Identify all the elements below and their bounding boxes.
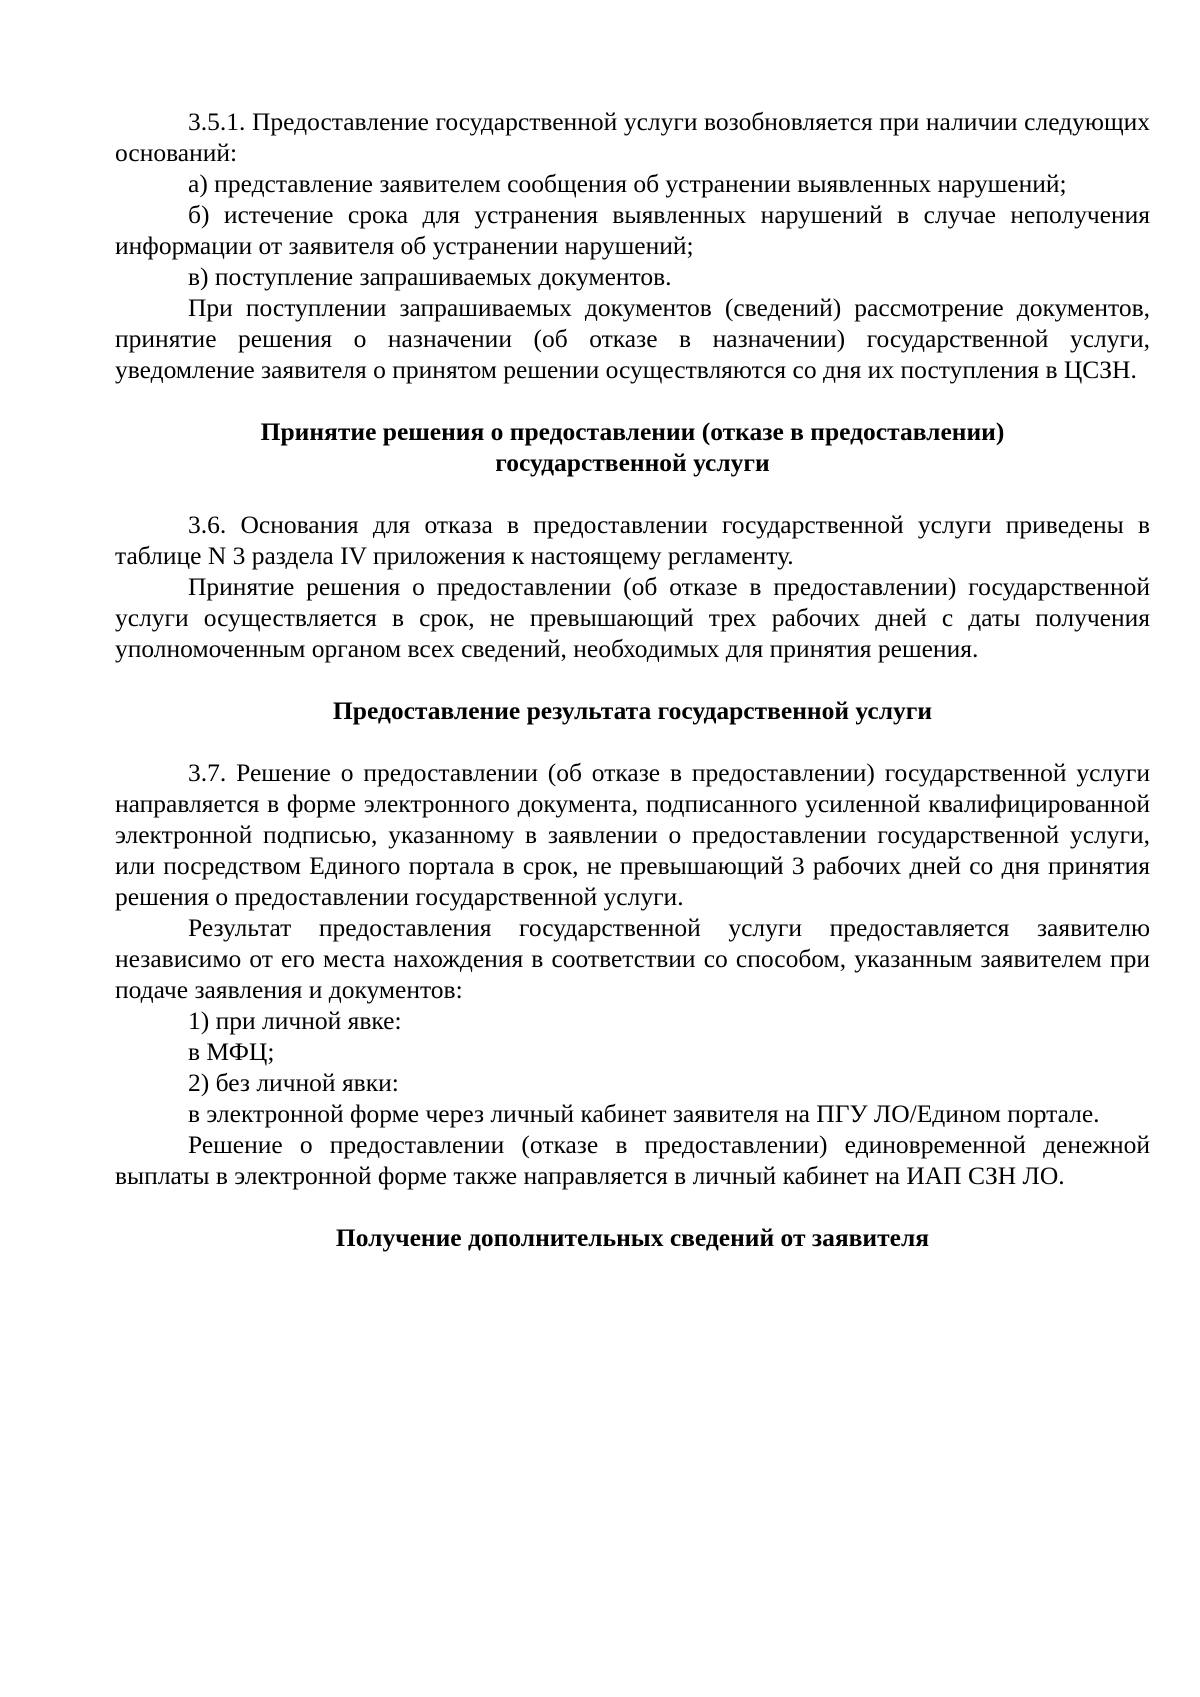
heading-line: государственной услуги <box>495 448 770 477</box>
paragraph-item-v: в) поступление запрашиваемых документов. <box>188 262 672 291</box>
spacer <box>115 726 1150 757</box>
section-heading-result <box>115 695 1150 726</box>
paragraph-3-7: 3.7. Решение о предоставлении (об отказе в предоставлении) государственной услуги направляется в форме электронного документа, подписанного усиленной квалифицированной электронной подписью, указанному в заявлении о предоставлении государственной услуги, или посредством Единого портала в срок, не превышающий 3 рабочих дней со дня принятия решения о предоставлении государственной услуги. <box>115 758 1150 911</box>
paragraph-option-1: 1) при личной явке: <box>188 1006 402 1035</box>
paragraph-3-5-1: 3.5.1. Предоставление государственной услуги возобновляется при наличии следующих оснований: <box>115 107 1150 167</box>
paragraph-3-6: 3.6. Основания для отказа в предоставлении государственной услуги приведены в таблице N 3 раздела IV приложения к настоящему регламенту. <box>115 510 1150 570</box>
heading-line: Принятие решения о предоставлении (отказе в предоставлении) <box>260 417 1005 446</box>
paragraph-item-a: а) представление заявителем сообщения об устранении выявленных нарушений; <box>188 169 1067 198</box>
paragraph-lump-sum-decision: Решение о предоставлении (отказе в предоставлении) единовременной денежной выплаты в электронной форме также направляется в личный кабинет на ИАП СЗН ЛО. <box>115 1130 1150 1190</box>
section-heading-additional-info <box>115 1222 1150 1253</box>
paragraph-electronic-form: в электронной форме через личный кабинет заявителя на ПГУ ЛО/Едином портале. <box>188 1099 1100 1128</box>
paragraph-decision-term: Принятие решения о предоставлении (об отказе в предоставлении) государственной услуги осуществляется в срок, не превышающий трех рабочих дней с даты получения уполномоченным органом всех сведений, необходимых для принятия решения. <box>115 572 1150 663</box>
spacer <box>115 1191 1150 1222</box>
paragraph-mfc: в МФЦ; <box>188 1037 275 1066</box>
paragraph-documents-received: При поступлении запрашиваемых документов (сведений) рассмотрение документов, принятие решения о назначении (об отказе в назначении) государственной услуги, уведомление заявителя о принятом решении осуществляются со дня их поступления в ЦСЗН. <box>115 293 1150 384</box>
heading-line: Получение дополнительных сведений от заявителя <box>335 1223 930 1252</box>
section-heading-decision <box>115 416 1150 478</box>
document-page <box>115 106 1150 1253</box>
spacer <box>115 385 1150 416</box>
spacer <box>115 478 1150 509</box>
spacer <box>115 664 1150 695</box>
paragraph-item-b: б) истечение срока для устранения выявленных нарушений в случае неполучения информации от заявителя об устранении нарушений; <box>115 200 1150 260</box>
paragraph-result-provision: Результат предоставления государственной услуги предоставляется заявителю независимо от его места нахождения в соответствии со способом, указанным заявителем при подаче заявления и документов: <box>115 913 1150 1004</box>
paragraph-option-2: 2) без личной явки: <box>188 1068 399 1097</box>
heading-line: Предоставление результата государственной услуги <box>332 696 933 725</box>
